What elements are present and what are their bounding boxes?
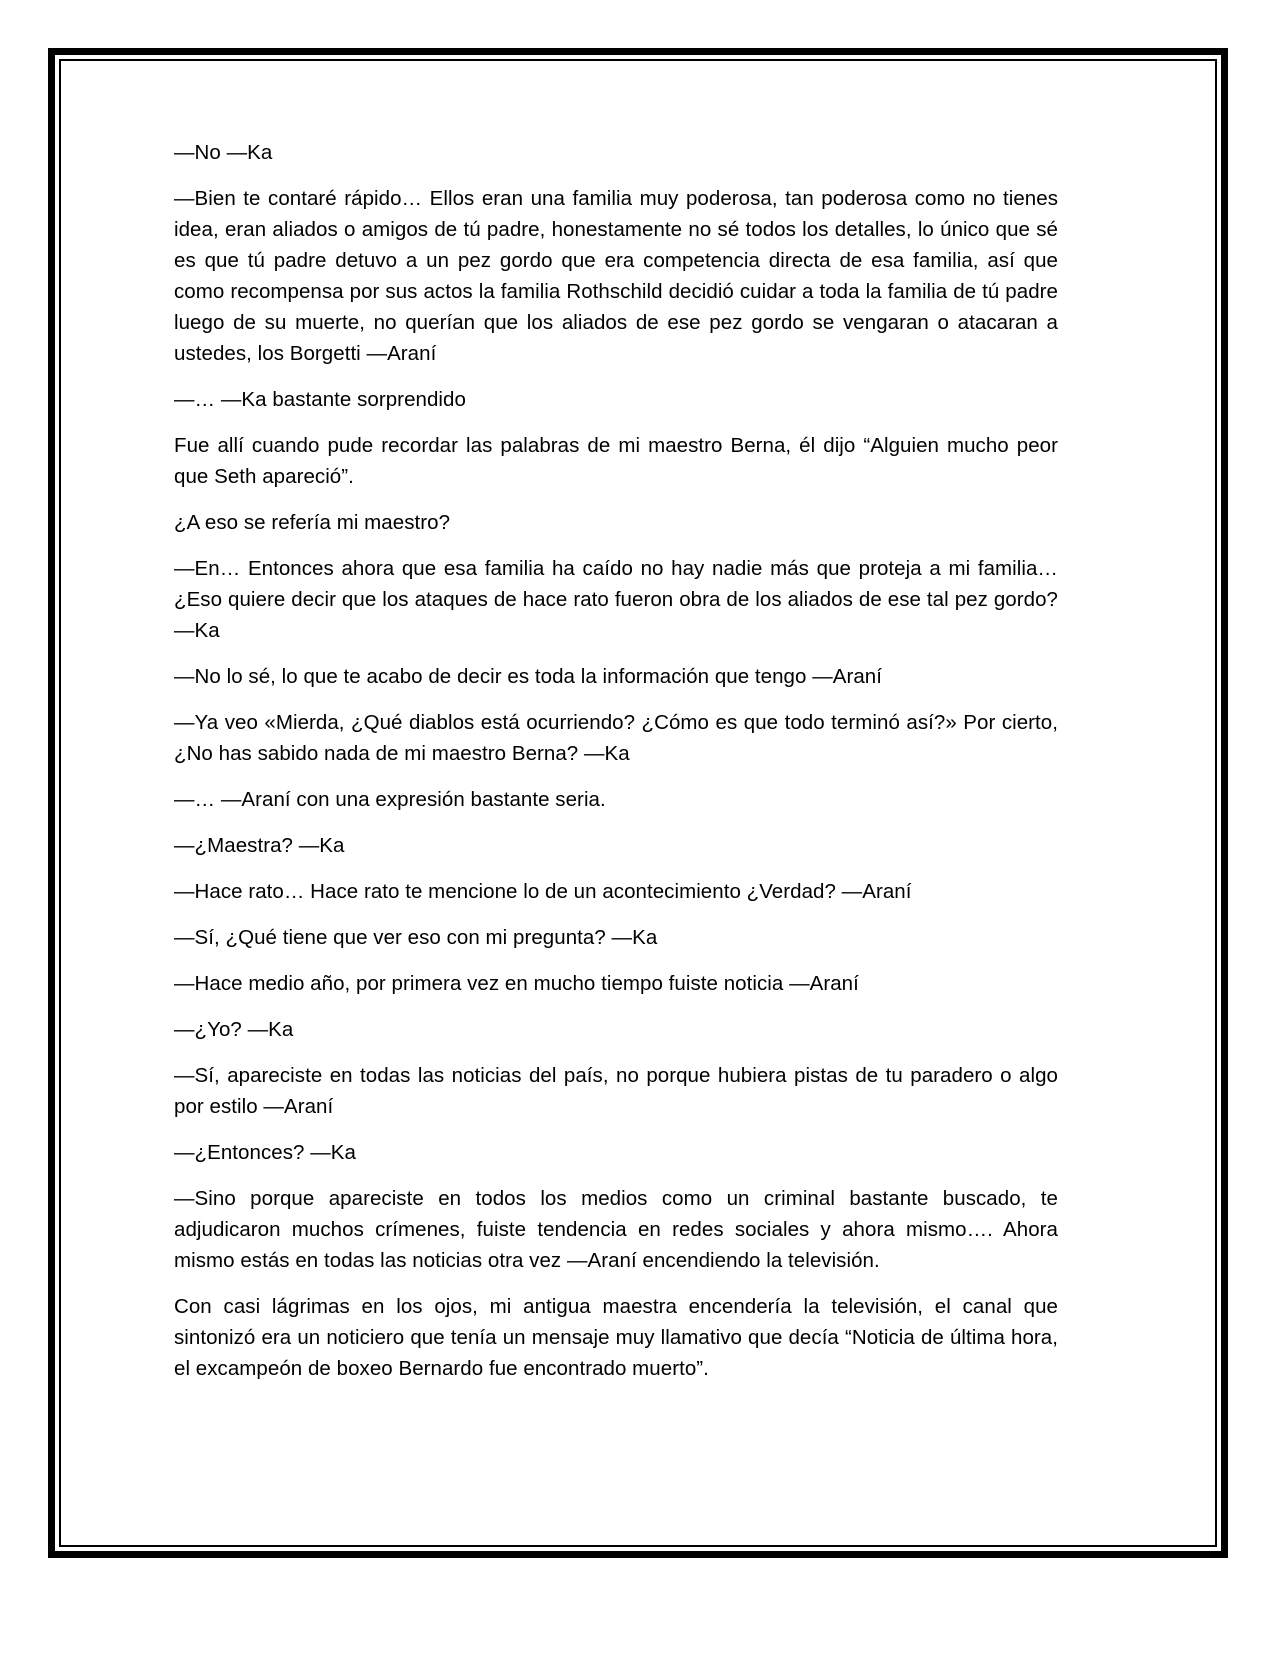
paragraph: —… —Ka bastante sorprendido	[174, 388, 466, 411]
paragraph: —Ya veo «Mierda, ¿Qué diablos está ocurriendo? ¿Cómo es que todo terminó así?» Por cierto, ¿No has sabido nada de mi maestro Berna? —Ka	[174, 711, 1058, 765]
paragraph: ¿A eso se refería mi maestro?	[174, 511, 451, 534]
paragraph: —Hace rato… Hace rato te mencione lo de un acontecimiento ¿Verdad? —Araní	[174, 880, 912, 903]
paragraph: —Sí, ¿Qué tiene que ver eso con mi pregunta? —Ka	[174, 926, 658, 949]
paragraph: Con casi lágrimas en los ojos, mi antigua maestra encendería la televisión, el canal que sintonizó era un noticiero que tenía un mensaje muy llamativo que decía “Noticia de última hora, el excampeón de boxeo Bernardo fue encontrado muerto”.	[174, 1295, 1058, 1380]
page-border-inner	[59, 59, 1217, 1547]
paragraph: Fue allí cuando pude recordar las palabras de mi maestro Berna, él dijo “Alguien mucho peor que Seth apareció”.	[174, 434, 1058, 488]
paragraph: —Sino porque apareciste en todos los medios como un criminal bastante buscado, te adjudicaron muchos crímenes, fuiste tendencia en redes sociales y ahora mismo…. Ahora mismo estás en todas las noticias otra vez —Araní encendiendo la televisión.	[174, 1187, 1058, 1272]
paragraph: —¿Maestra? —Ka	[174, 834, 345, 857]
paragraph: —En… Entonces ahora que esa familia ha caído no hay nadie más que proteja a mi familia… ¿Eso quiere decir que los ataques de hace rato fueron obra de los aliados de ese tal pez gordo? —Ka	[174, 557, 1058, 642]
paragraph: —No lo sé, lo que te acabo de decir es toda la información que tengo —Araní	[174, 665, 883, 688]
paragraph: —No —Ka	[174, 141, 273, 164]
paragraph: —Hace medio año, por primera vez en mucho tiempo fuiste noticia —Araní	[174, 972, 859, 995]
paragraph: —¿Yo? —Ka	[174, 1018, 294, 1041]
paragraph: —Sí, apareciste en todas las noticias del país, no porque hubiera pistas de tu paradero o algo por estilo —Araní	[174, 1064, 1058, 1118]
paragraph: —¿Entonces? —Ka	[174, 1141, 356, 1164]
paragraph: —Bien te contaré rápido… Ellos eran una familia muy poderosa, tan poderosa como no tienes idea, eran aliados o amigos de tú padre, honestamente no sé todos los detalles, lo único que sé es que tú padre detuvo a un pez gordo que era competencia directa de esa familia, así que como recompensa por sus actos la familia Rothschild decidió cuidar a toda la familia de tú padre luego de su muerte, no querían que los aliados de ese pez gordo se vengaran o atacaran a ustedes, los Borgetti —Araní	[174, 187, 1058, 365]
paragraph: —… —Araní con una expresión bastante seria.	[174, 788, 606, 811]
page-border-outer	[48, 48, 1228, 1558]
document-body	[174, 137, 1058, 1384]
